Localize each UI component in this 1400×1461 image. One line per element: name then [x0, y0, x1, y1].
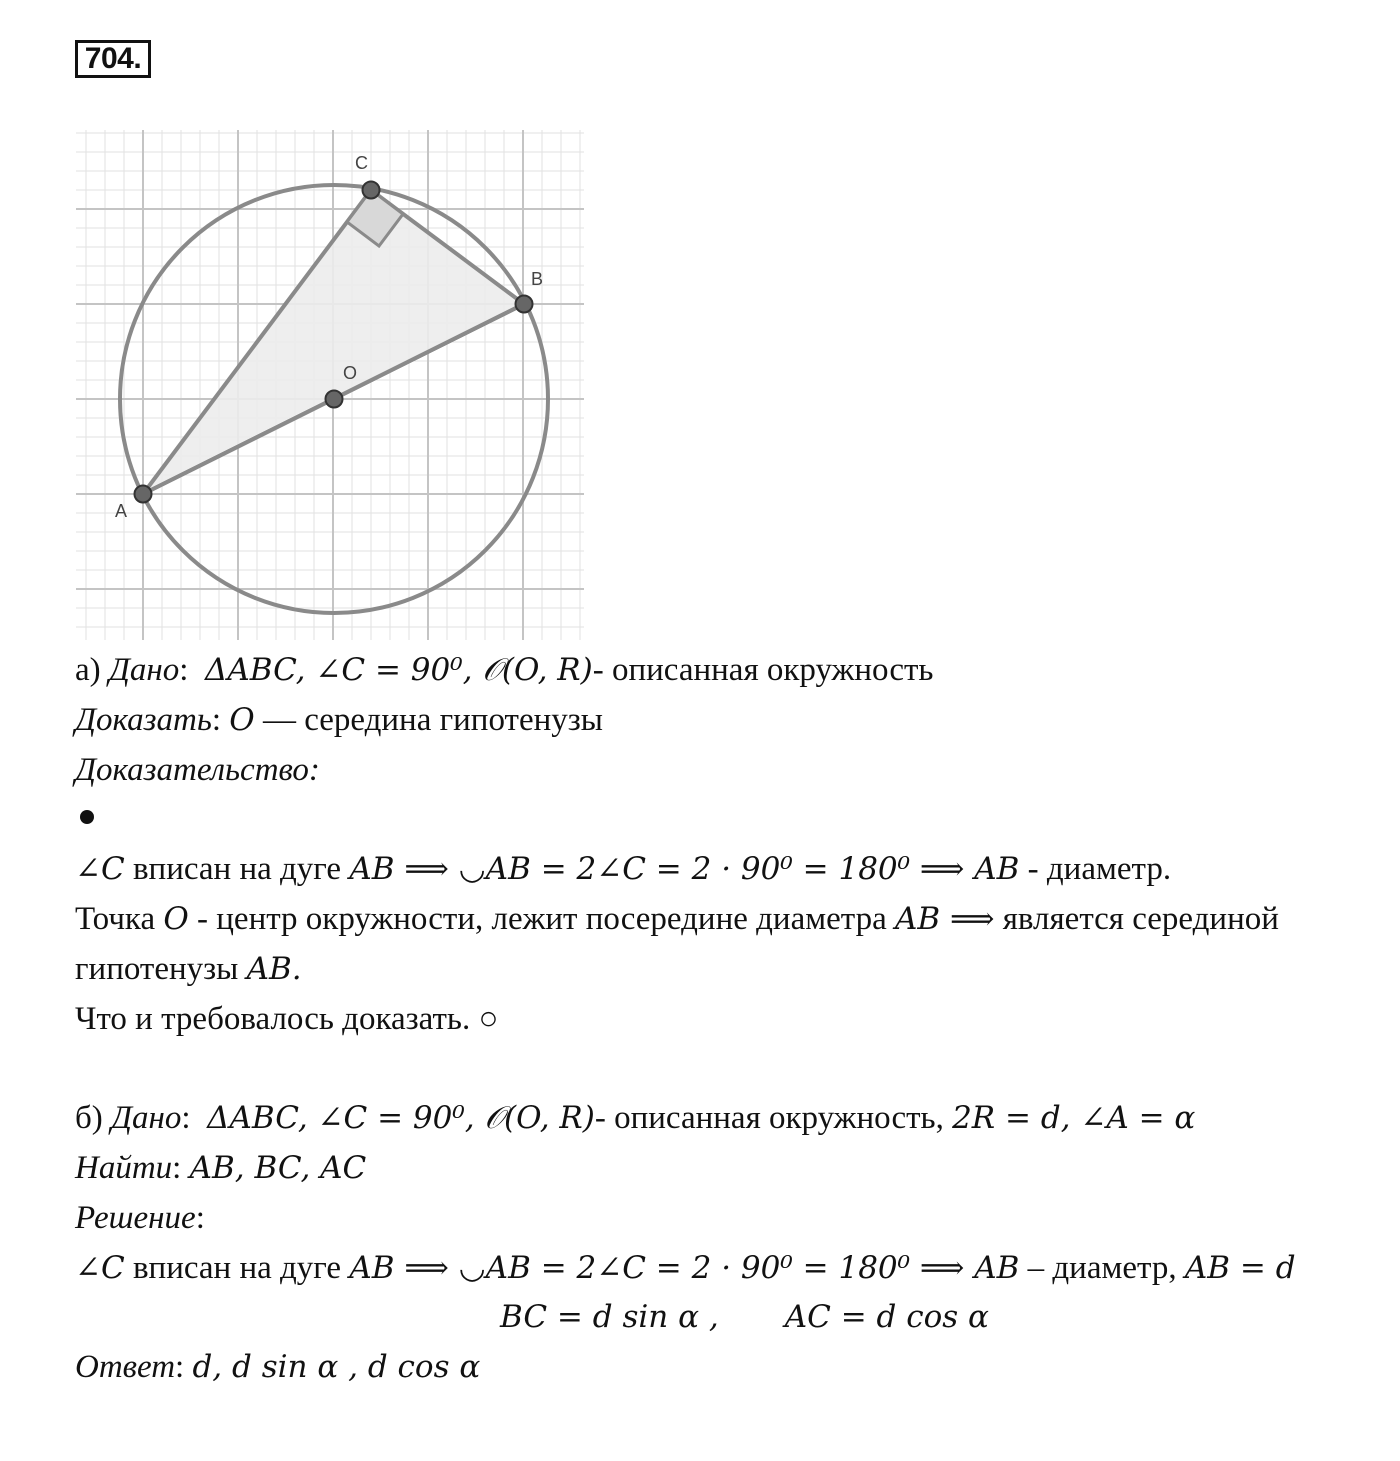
part-b-formulas: [500, 1297, 989, 1337]
part-a-step3: [75, 949, 302, 989]
label-c: C: [355, 153, 368, 173]
step3-text-a: гипотенузы: [75, 951, 247, 987]
given-math-2: 2R = d, ∠A = α: [952, 1100, 1196, 1136]
given-text: - описанная окружность,: [594, 1100, 953, 1136]
point-o: [326, 391, 343, 408]
prove-text: — середина гипотенузы: [254, 702, 603, 738]
problem-number: 704.: [75, 40, 151, 78]
circle-triangle-diagram: [76, 130, 584, 640]
given-math: ΔABC, ∠C = 90⁰, 𝒪(O, R): [207, 1100, 595, 1136]
part-b-step1: [75, 1248, 1296, 1288]
label-a: A: [115, 501, 128, 521]
step2-text-c: - центр окружности, лежит посередине диаметра: [188, 901, 895, 937]
geometry-figure: [76, 130, 584, 640]
step1-text-d: - диаметр.: [1019, 851, 1172, 887]
part-b-given-line: б) Дано: ΔABC, ∠C = 90⁰, 𝒪(O, R)- описанная окружность, 2R = d, ∠A = α: [75, 1100, 1196, 1136]
given-label: Дано: [108, 652, 180, 688]
part-a-given-line: а) Дано: ΔABC, ∠C = 90⁰, 𝒪(O, R)- описанная окружность: [75, 652, 934, 688]
part-b-answer-line: Ответ: d, d sin α , d cos α: [75, 1349, 481, 1385]
find-math: AB, BC, AC: [189, 1150, 367, 1186]
step1-math-a: ∠C: [75, 851, 125, 887]
find-label: Найти: [75, 1150, 173, 1186]
label-o: O: [343, 363, 358, 383]
answer-math: d, d sin α , d cos α: [192, 1349, 481, 1385]
step2-math-b: O: [163, 901, 189, 937]
step1-math-c: AB ⟹ ◡AB = 2∠C = 2 · 90⁰ = 180⁰ ⟹ AB: [349, 1250, 1020, 1286]
given-math: ΔABC, ∠C = 90⁰, 𝒪(O, R): [204, 652, 593, 688]
solution-label: Решение: [75, 1200, 196, 1236]
point-b: [516, 296, 533, 313]
part-a-step2: [75, 899, 1279, 939]
step1-math-a: ∠C: [75, 1250, 125, 1286]
step3-math-b: AB.: [246, 951, 302, 987]
part-a-conclusion: Что и требовалось доказать. ○: [75, 1001, 499, 1037]
prove-label: Доказать: [75, 702, 212, 738]
proof-label: Доказательство:: [75, 752, 320, 788]
part-a-prove-line: Доказать: O — середина гипотенузы: [75, 702, 603, 738]
point-a: [135, 486, 152, 503]
step1-text-b: вписан на дуге: [124, 851, 350, 887]
part-b-find-line: Найти: AB, BC, AC: [75, 1150, 367, 1186]
part-a-prefix: а): [75, 652, 109, 688]
step1-math-c: AB ⟹ ◡AB = 2∠C = 2 · 90⁰ = 180⁰ ⟹ AB: [349, 851, 1020, 887]
label-b: B: [531, 269, 544, 289]
bullet-icon: [80, 810, 94, 824]
step2-math-d: AB ⟹: [894, 901, 995, 937]
formula-bc: BC = d sin α ,: [500, 1299, 719, 1335]
step1-text-d: – диаметр,: [1019, 1250, 1185, 1286]
part-b-prefix: б): [75, 1100, 112, 1136]
given-text: - описанная окружность: [592, 652, 934, 688]
part-b-solution-line: Решение:: [75, 1200, 205, 1236]
step2-text-a: Точка: [75, 901, 164, 937]
step2-text-e: является серединой: [994, 901, 1279, 937]
given-label: Дано: [111, 1100, 182, 1136]
formula-ac: AC = d cos α: [784, 1299, 989, 1335]
point-c: [363, 182, 380, 199]
answer-label: Ответ: [75, 1349, 176, 1385]
prove-math: O: [229, 702, 255, 738]
part-a-step1: [75, 849, 1171, 889]
step1-text-b: вписан на дуге: [124, 1250, 350, 1286]
step1-math-e: AB = d: [1184, 1250, 1296, 1286]
